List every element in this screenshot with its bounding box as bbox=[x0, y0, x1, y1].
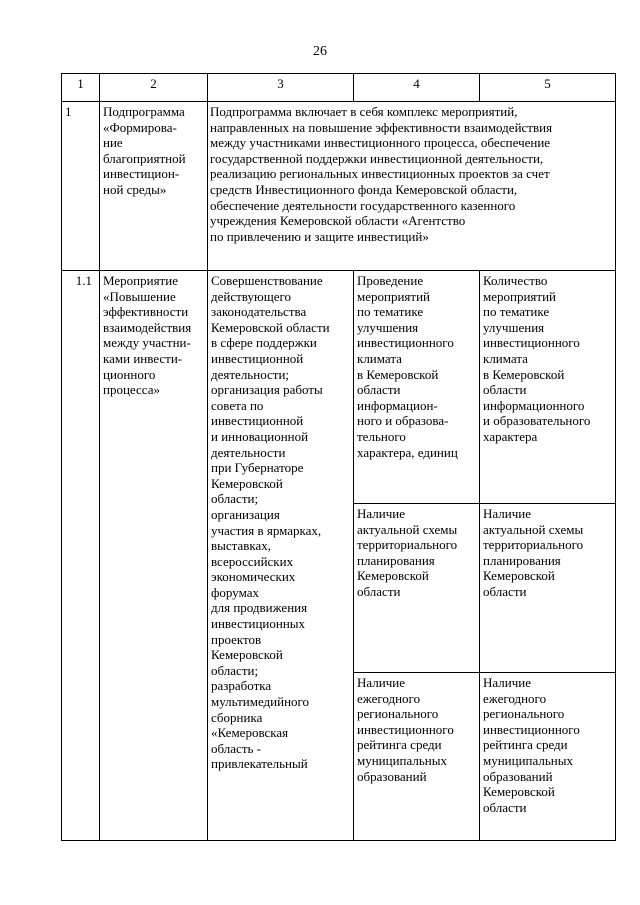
indicator-cell: Проведение мероприятий по тематике улучшения инвестиционного климата в Кемеровской области информацион- ного и образова- тельного характера, единиц bbox=[354, 271, 480, 504]
header-cell-3: 3 bbox=[208, 74, 354, 102]
row-number: 1 bbox=[62, 102, 100, 271]
table-row bbox=[62, 271, 616, 504]
subprogram-name: Подпрограмма «Формирова- ние благоприятной инвестицион- ной среды» bbox=[100, 102, 208, 271]
measure-name: Мероприятие «Повышение эффективности взаимодействия между участни- ками инвести- ционного процесса» bbox=[100, 271, 208, 841]
table-row bbox=[62, 102, 616, 271]
row-number: 1.1 bbox=[62, 271, 100, 841]
page-number: 26 bbox=[313, 44, 327, 59]
indicator-cell: Наличие актуальной схемы территориального планирования Кемеровской области bbox=[480, 504, 616, 673]
indicator-cell: Наличие ежегодного регионального инвестиционного рейтинга среди муниципальных образований bbox=[354, 673, 480, 841]
header-cell-1: 1 bbox=[62, 74, 100, 102]
header-row bbox=[62, 74, 616, 102]
indicator-cell: Наличие актуальной схемы территориального планирования Кемеровской области bbox=[354, 504, 480, 673]
indicator-cell: Наличие ежегодного регионального инвестиционного рейтинга среди муниципальных образований Кемеровской области bbox=[480, 673, 616, 841]
header-cell-5: 5 bbox=[480, 74, 616, 102]
header-cell-2: 2 bbox=[100, 74, 208, 102]
header-cell-4: 4 bbox=[354, 74, 480, 102]
measure-content: Совершенствование действующего законодательства Кемеровской области в сфере поддержки инвестиционной деятельности; организация работы совета по инвестиционной и инновационной деятельности при Губернаторе Кемеровской области; организация участия в ярмарках, выставках, всероссийских экономических форумах для продвижения инвестиционных проектов Кемеровской области; разработка мультимедийного сборника «Кемеровская область - привлекательный bbox=[208, 271, 354, 841]
subprogram-description: Подпрограмма включает в себя комплекс мероприятий, направленных на повышение эффективности взаимодействия между участниками инвестиционного процесса, обеспечение государственной поддержки инвестиционной деятельности, реализацию региональных инвестиционных проектов за счет средств Инвестиционного фонда Кемеровской области, обеспечение деятельности государственного казенного учреждения Кемеровской области «Агентство по привлечению и защите инвестиций» bbox=[208, 102, 616, 271]
indicator-cell: Количество мероприятий по тематике улучшения инвестиционного климата в Кемеровской области информационного и образовательного характера bbox=[480, 271, 616, 504]
program-table bbox=[61, 73, 616, 841]
